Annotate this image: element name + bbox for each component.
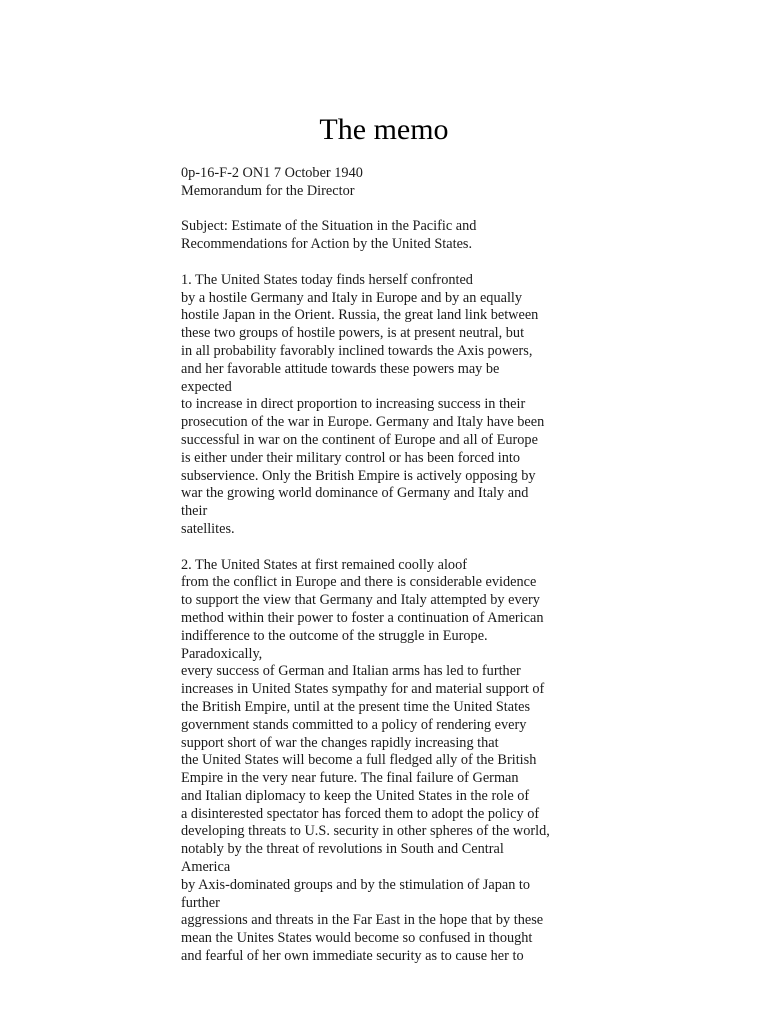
text-line: America — [181, 859, 231, 876]
text-line: by a hostile Germany and Italy in Europe and by an equally — [181, 289, 523, 306]
text-line: Memorandum for the Director — [181, 182, 355, 199]
text-line: further — [181, 894, 220, 911]
text-line: aggressions and threats in the Far East in the hope that by these — [181, 912, 544, 929]
text-line: government stands committed to a policy of rendering every — [181, 716, 527, 733]
text-line: 2. The United States at first remained coolly aloof — [181, 556, 467, 573]
text-line: increases in United States sympathy for and material support of — [181, 681, 545, 698]
text-line: the British Empire, until at the present time the United States — [181, 698, 531, 715]
text-line: developing threats to U.S. security in other spheres of the world, — [181, 823, 550, 840]
text-line: 1. The United States today finds herself confronted — [181, 271, 473, 288]
text-line: prosecution of the war in Europe. Germany and Italy have been — [181, 414, 545, 431]
text-line: war the growing world dominance of Germany and Italy and — [181, 485, 529, 502]
text-line: by Axis-dominated groups and by the stimulation of Japan to — [181, 876, 531, 893]
text-line: the United States will become a full fledged ally of the British — [181, 752, 537, 769]
text-line: 0p-16-F-2 ON1 7 October 1940 — [181, 165, 363, 181]
document-body — [181, 165, 601, 966]
text-line: Subject: Estimate of the Situation in the Pacific and — [181, 218, 477, 235]
text-line: successful in war on the continent of Europe and all of Europe — [181, 431, 538, 448]
text-line: hostile Japan in the Orient. Russia, the great land link between — [181, 307, 539, 324]
text-line: mean the Unites States would become so confused in thought — [181, 930, 533, 947]
text-line: satellites. — [181, 520, 235, 537]
text-line: their — [181, 503, 208, 520]
text-line: support short of war the changes rapidly increasing that — [181, 734, 499, 751]
text-line: method within their power to foster a continuation of American — [181, 609, 544, 626]
text-line: to support the view that Germany and Italy attempted by every — [181, 592, 540, 609]
text-line: indifference to the outcome of the struggle in Europe. — [181, 627, 488, 644]
paragraph-gap — [181, 254, 601, 272]
text-line: Paradoxically, — [181, 645, 263, 662]
text-line: a disinterested spectator has forced them to adopt the policy of — [181, 805, 540, 822]
text-line: subservience. Only the British Empire is actively opposing by — [181, 467, 536, 484]
text-line: in all probability favorably inclined towards the Axis powers, — [181, 342, 533, 359]
text-line: and fearful of her own immediate security as to cause her to — [181, 948, 524, 965]
text-line: from the conflict in Europe and there is considerable evidence — [181, 574, 537, 591]
text-line: to increase in direct proportion to increasing success in their — [181, 396, 526, 413]
text-line: and Italian diplomacy to keep the United States in the role of — [181, 787, 530, 804]
text-line: these two groups of hostile powers, is at present neutral, but — [181, 325, 525, 342]
text-line: every success of German and Italian arms has led to further — [181, 663, 521, 680]
text-line: expected — [181, 378, 232, 395]
text-line: notably by the threat of revolutions in South and Central — [181, 841, 504, 858]
text-line: and her favorable attitude towards these powers may be — [181, 360, 500, 377]
paragraph-gap — [181, 201, 601, 219]
text-line: Empire in the very near future. The final failure of German — [181, 770, 519, 787]
text-line: is either under their military control or has been forced into — [181, 449, 521, 466]
text-line: Recommendations for Action by the United States. — [181, 236, 473, 253]
document-title: The memo — [319, 113, 449, 146]
paragraph-gap — [181, 539, 601, 557]
